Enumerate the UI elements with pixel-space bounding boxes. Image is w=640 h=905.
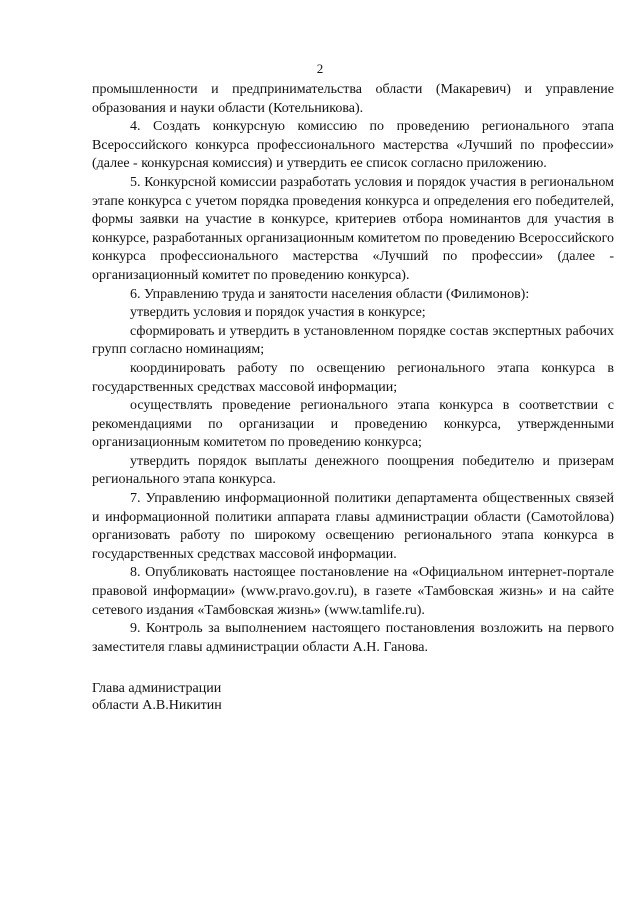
- paragraph-item-8: 8. Опубликовать настоящее постановление на «Официальном интернет-портале правовой информации» (www.pravo.gov.ru), в газете «Тамбовская жизнь» и на сайте сетевого издания «Тамбовская жизнь» (www.tamlife.ru).: [92, 565, 614, 618]
- signature-block: [92, 681, 392, 714]
- paragraph-item-5: 5. Конкурсной комиссии разработать условия и порядок участия в региональном этапе конкурса с учетом порядка проведения конкурса и определения его победителей, формы заявки на участие в конкурсе, критериев отбора номинантов для участия в конкурсе, разработанных организационным комитетом по проведению Всероссийского конкурса профессионального мастерства «Лучший по профессии» (далее - организационный комитет по проведению конкурса).: [92, 174, 614, 283]
- paragraph-item-7: 7. Управлению информационной политики департамента общественных связей и информационной политики аппарата главы администрации области (Самотойлова) организовать работу по широкому освещению регионального этапа конкурса в государственных средствах массовой информации.: [92, 491, 614, 562]
- paragraph-subitem-3: координировать работу по освещению регионального этапа конкурса в государственных средствах массовой информации;: [92, 360, 614, 395]
- paragraph-subitem-4: осуществлять проведение регионального этапа конкурса в соответствии с рекомендациями по организации и проведению конкурса, утвержденными организационным комитетом по проведению конкурса;: [92, 398, 614, 451]
- paragraph-item-6: 6. Управлению труда и занятости населения области (Филимонов):: [130, 286, 530, 302]
- signature-name: области А.В.Никитин: [92, 697, 222, 713]
- paragraph-subitem-2: сформировать и утвердить в установленном порядке состав экспертных рабочих групп согласно номинациям;: [92, 323, 614, 358]
- signature-title: Глава администрации: [92, 681, 222, 696]
- paragraph-subitem-5: утвердить порядок выплаты денежного поощрения победителю и призерам регионального этапа конкурса.: [92, 453, 614, 488]
- paragraph-item-4: 4. Создать конкурсную комиссию по проведению регионального этапа Всероссийского конкурса профессионального мастерства «Лучший по профессии» (далее - конкурсная комиссия) и утвердить ее список согласно приложению.: [92, 119, 614, 172]
- paragraph-item-9: 9. Контроль за выполнением настоящего постановления возложить на первого заместителя главы администрации области А.Н. Ганова.: [92, 621, 614, 655]
- paragraph-subitem-1: утвердить условия и порядок участия в конкурсе;: [130, 305, 426, 321]
- paragraph-continuation: промышленности и предпринимательства области (Макаревич) и управление образования и науки области (Котельникова).: [92, 82, 614, 116]
- page-number: 2: [316, 61, 324, 76]
- document-body: [92, 81, 614, 657]
